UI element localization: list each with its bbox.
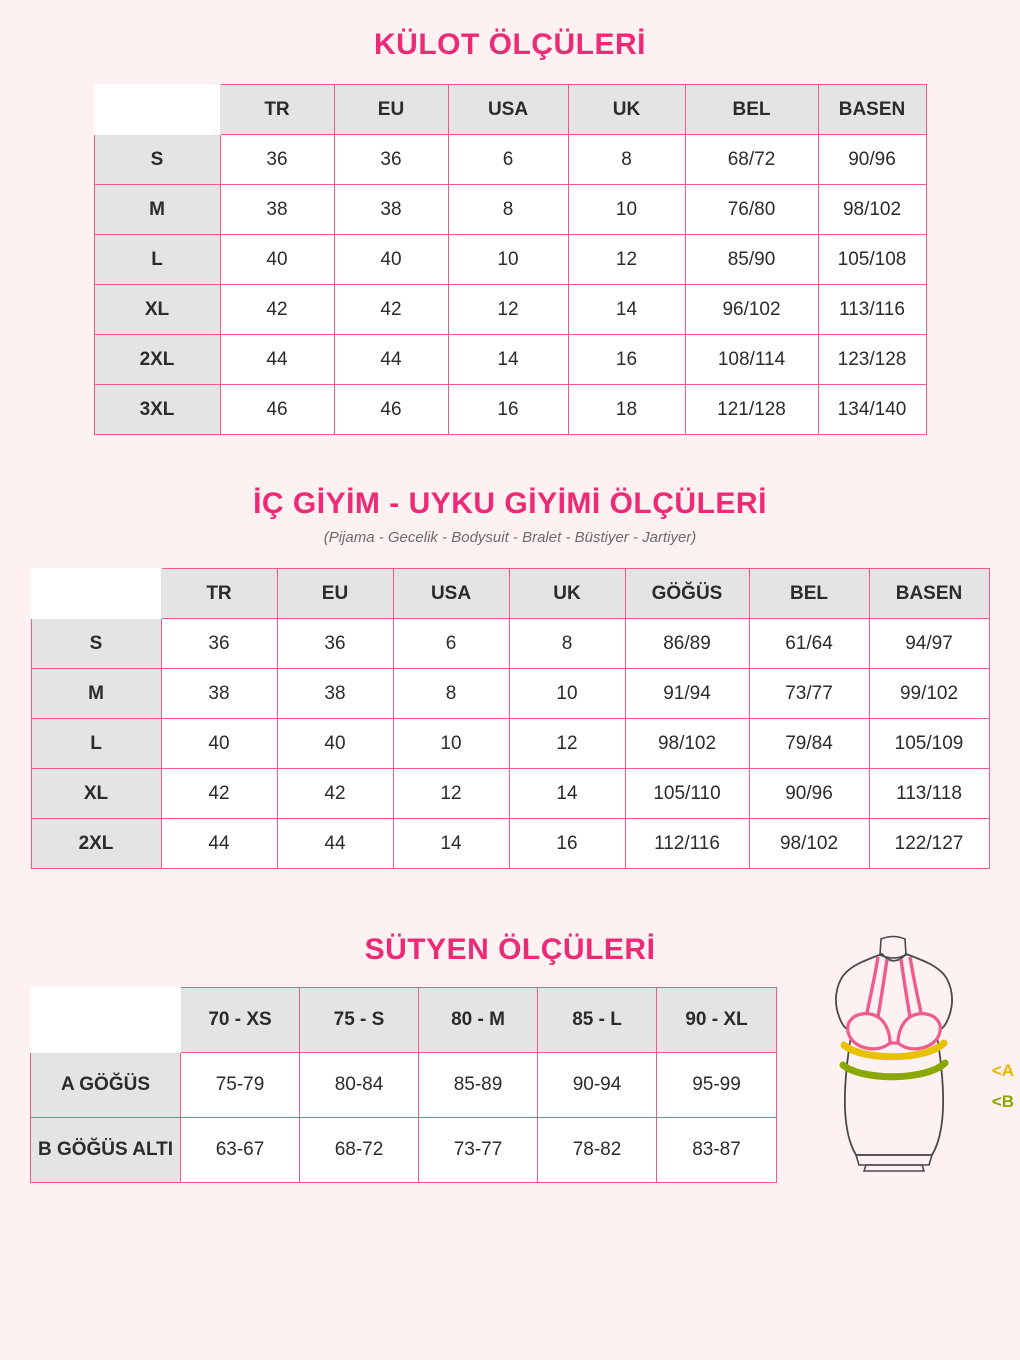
column-header-uk: UK (509, 569, 625, 619)
cell-eu: 38 (334, 185, 448, 235)
cell-uk: 10 (509, 669, 625, 719)
table-corner-cell (31, 569, 161, 619)
cell-tr: 42 (220, 285, 334, 335)
cell-basen: 98/102 (818, 185, 926, 235)
cell-tr: 38 (220, 185, 334, 235)
cell-gogus: 105/110 (625, 769, 749, 819)
cell-usa: 10 (393, 719, 509, 769)
page-title-sutyen: SÜTYEN ÖLÇÜLERİ (364, 933, 656, 966)
cell-tr: 40 (220, 235, 334, 285)
row-header-size: S (94, 135, 220, 185)
table-row (94, 335, 926, 385)
cell-usa: 16 (448, 385, 568, 435)
cell-eu: 38 (277, 669, 393, 719)
page-title-kulot: KÜLOT ÖLÇÜLERİ (374, 28, 646, 61)
cell-uk: 10 (568, 185, 685, 235)
column-header-usa: USA (448, 85, 568, 135)
cell-eu: 42 (334, 285, 448, 335)
cell-basen: 134/140 (818, 385, 926, 435)
label-b: <B (991, 1092, 1014, 1111)
table-corner-cell (94, 85, 220, 135)
cell-bel: 61/64 (749, 619, 869, 669)
cell-gogus: 91/94 (625, 669, 749, 719)
column-header-uk: UK (568, 85, 685, 135)
row-header-a-gogus: A GÖĞÜS (31, 1053, 181, 1118)
column-header-85-l: 85 - L (538, 988, 657, 1053)
table-header-row (31, 569, 989, 619)
table-row (31, 619, 989, 669)
column-header-gogus: GÖĞÜS (625, 569, 749, 619)
table-row (94, 285, 926, 335)
cell-bel: 79/84 (749, 719, 869, 769)
cell-eu: 36 (277, 619, 393, 669)
column-header-bel: BEL (685, 85, 818, 135)
column-header-75-s: 75 - S (300, 988, 419, 1053)
cell-bel: 68/72 (685, 135, 818, 185)
cell-bel: 96/102 (685, 285, 818, 335)
cell-eu: 44 (277, 819, 393, 869)
cell-usa: 12 (448, 285, 568, 335)
cell-bel: 85/90 (685, 235, 818, 285)
row-header-b-gogus-alti: B GÖĞÜS ALTI (31, 1118, 181, 1183)
page-title-icgiyim: İÇ GİYİM - UYKU GİYİMİ ÖLÇÜLERİ (253, 487, 767, 520)
row-header-size: XL (94, 285, 220, 335)
cell-uk: 14 (509, 769, 625, 819)
table-header-row (94, 85, 926, 135)
cell-tr: 44 (220, 335, 334, 385)
table-row (94, 185, 926, 235)
cell-basen: 90/96 (818, 135, 926, 185)
table-row (31, 819, 989, 869)
cell-usa: 8 (393, 669, 509, 719)
table-row (31, 669, 989, 719)
column-header-eu: EU (334, 85, 448, 135)
column-header-tr: TR (161, 569, 277, 619)
cell-tr: 36 (220, 135, 334, 185)
row-header-size: 3XL (94, 385, 220, 435)
cell-basen: 105/109 (869, 719, 989, 769)
cell-bel: 108/114 (685, 335, 818, 385)
cell-usa: 10 (448, 235, 568, 285)
cell-basen: 122/127 (869, 819, 989, 869)
cell-uk: 8 (509, 619, 625, 669)
cell-bel: 90/96 (749, 769, 869, 819)
row-header-size: S (31, 619, 161, 669)
cell-tr: 42 (161, 769, 277, 819)
cell-bel: 73/77 (749, 669, 869, 719)
cell-uk: 16 (568, 335, 685, 385)
cell-85-l: 90-94 (538, 1053, 657, 1118)
cell-gogus: 98/102 (625, 719, 749, 769)
cell-eu: 36 (334, 135, 448, 185)
cell-basen: 113/116 (818, 285, 926, 335)
cell-90-xl: 95-99 (657, 1053, 777, 1118)
cell-basen: 123/128 (818, 335, 926, 385)
cell-uk: 18 (568, 385, 685, 435)
row-header-size: M (31, 669, 161, 719)
cell-basen: 99/102 (869, 669, 989, 719)
measurement-legend (992, 1061, 1014, 1112)
row-header-size: 2XL (94, 335, 220, 385)
cell-basen: 113/118 (869, 769, 989, 819)
table-row (94, 135, 926, 185)
table-row (94, 235, 926, 285)
cell-usa: 14 (393, 819, 509, 869)
table-sutyen (30, 987, 777, 1183)
cell-bel: 76/80 (685, 185, 818, 235)
cell-usa: 12 (393, 769, 509, 819)
subtitle-icgiyim: (Pijama - Gecelik - Bodysuit - Bralet - Büstiyer - Jartiyer) (323, 529, 697, 546)
table-corner-cell (31, 988, 181, 1053)
cell-70-xs: 63-67 (181, 1118, 300, 1183)
column-header-80-m: 80 - M (419, 988, 538, 1053)
cell-tr: 38 (161, 669, 277, 719)
cell-75-s: 68-72 (300, 1118, 419, 1183)
row-header-size: 2XL (31, 819, 161, 869)
cell-70-xs: 75-79 (181, 1053, 300, 1118)
cell-uk: 14 (568, 285, 685, 335)
cell-usa: 6 (393, 619, 509, 669)
cell-uk: 12 (568, 235, 685, 285)
section-kulot (0, 0, 1020, 435)
table-row (31, 1053, 777, 1118)
cell-usa: 14 (448, 335, 568, 385)
cell-uk: 8 (568, 135, 685, 185)
label-a: <A (991, 1061, 1014, 1080)
mannequin-diagram (786, 933, 996, 1173)
cell-tr: 36 (161, 619, 277, 669)
cell-eu: 40 (277, 719, 393, 769)
cell-eu: 40 (334, 235, 448, 285)
cell-gogus: 86/89 (625, 619, 749, 669)
table-row (94, 385, 926, 435)
column-header-90-xl: 90 - XL (657, 988, 777, 1053)
cell-basen: 94/97 (869, 619, 989, 669)
column-header-basen: BASEN (869, 569, 989, 619)
cell-bel: 121/128 (685, 385, 818, 435)
cell-75-s: 80-84 (300, 1053, 419, 1118)
column-header-usa: USA (393, 569, 509, 619)
cell-usa: 6 (448, 135, 568, 185)
cell-85-l: 78-82 (538, 1118, 657, 1183)
row-header-size: L (94, 235, 220, 285)
row-header-size: M (94, 185, 220, 235)
cell-usa: 8 (448, 185, 568, 235)
row-header-size: L (31, 719, 161, 769)
cell-bel: 98/102 (749, 819, 869, 869)
cell-uk: 12 (509, 719, 625, 769)
cell-tr: 46 (220, 385, 334, 435)
cell-basen: 105/108 (818, 235, 926, 285)
cell-eu: 46 (334, 385, 448, 435)
column-header-basen: BASEN (818, 85, 926, 135)
table-row (31, 769, 989, 819)
cell-eu: 42 (277, 769, 393, 819)
row-header-size: XL (31, 769, 161, 819)
cell-80-m: 73-77 (419, 1118, 538, 1183)
section-sutyen (0, 933, 1020, 1183)
cell-gogus: 112/116 (625, 819, 749, 869)
cell-90-xl: 83-87 (657, 1118, 777, 1183)
column-header-eu: EU (277, 569, 393, 619)
table-row (31, 719, 989, 769)
table-row (31, 1118, 777, 1183)
cell-uk: 16 (509, 819, 625, 869)
cell-80-m: 85-89 (419, 1053, 538, 1118)
column-header-bel: BEL (749, 569, 869, 619)
table-header-row (31, 988, 777, 1053)
cell-eu: 44 (334, 335, 448, 385)
column-header-70-xs: 70 - XS (181, 988, 300, 1053)
table-kulot (94, 84, 927, 435)
column-header-tr: TR (220, 85, 334, 135)
table-icgiyim (31, 568, 990, 869)
section-icgiyim (0, 487, 1020, 869)
cell-tr: 40 (161, 719, 277, 769)
cell-tr: 44 (161, 819, 277, 869)
